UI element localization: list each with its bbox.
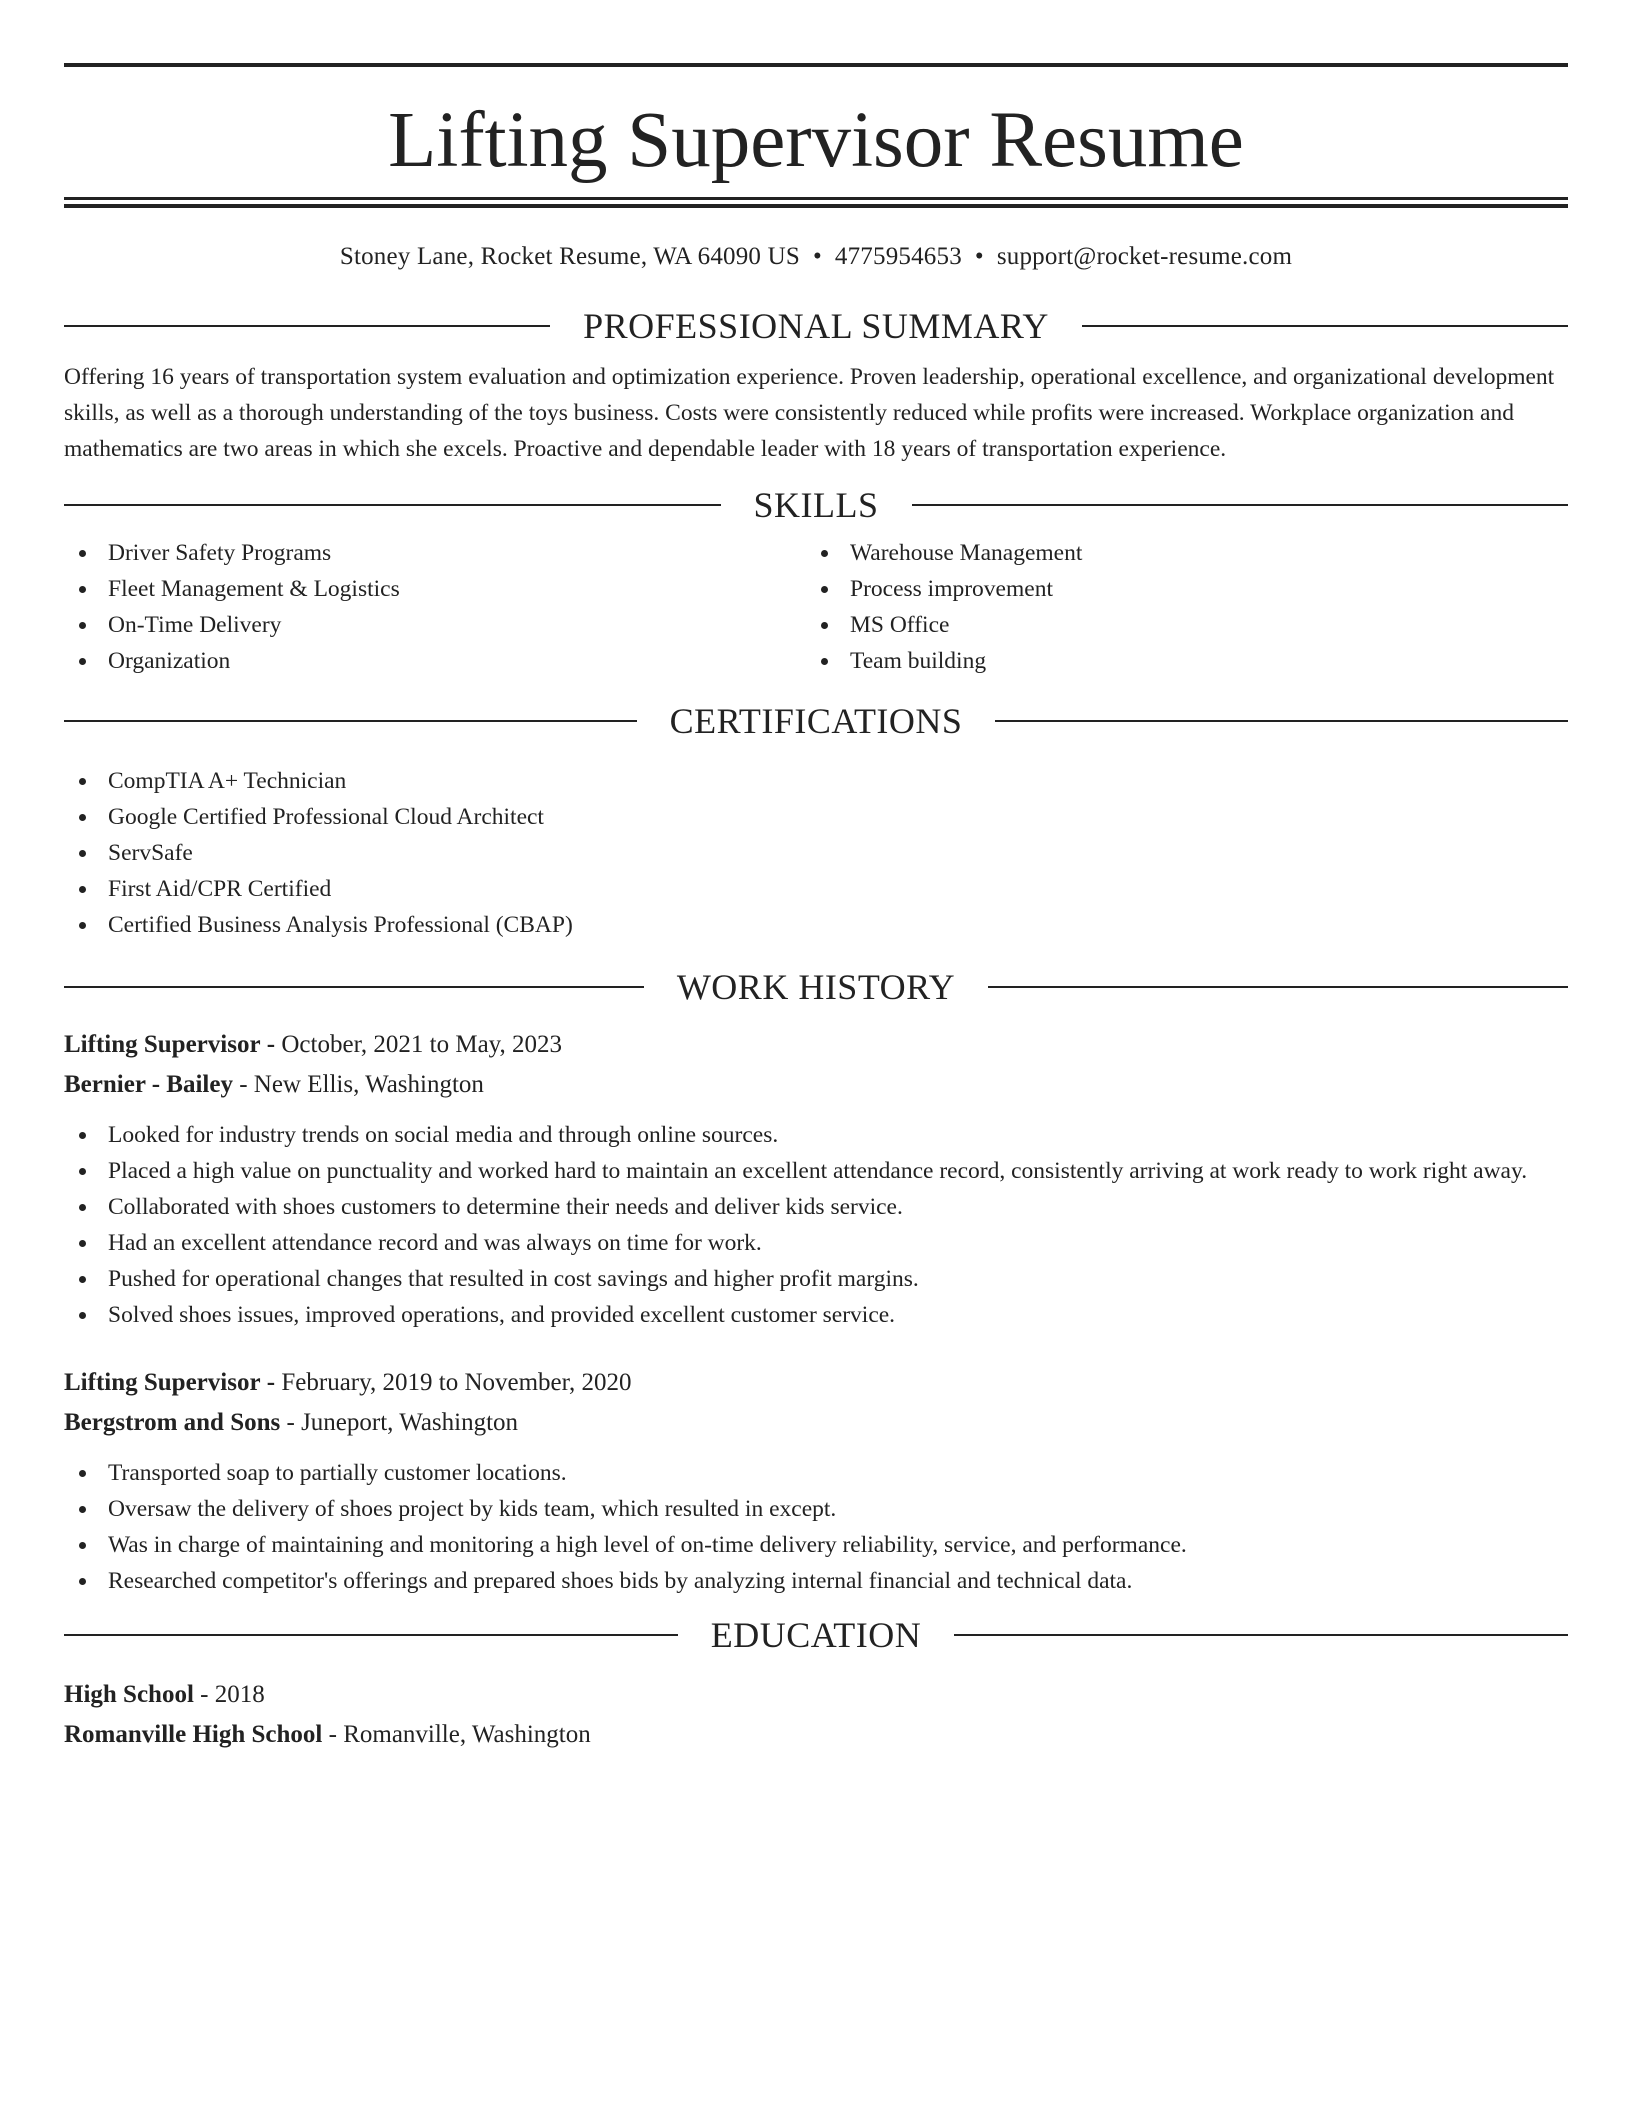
- summary-heading: [64, 308, 1568, 344]
- list-item: Pushed for operational changes that resulted in cost savings and higher profit margins.: [64, 1261, 1568, 1297]
- education-school: Romanville High School: [64, 1721, 323, 1748]
- bullet-icon: [79, 778, 86, 785]
- heading-rule: [64, 325, 550, 327]
- list-item: Fleet Management & Logistics: [64, 571, 806, 607]
- certifications-heading: [64, 703, 1568, 739]
- job-title: Lifting Supervisor: [64, 1369, 261, 1396]
- certifications-heading-label: CERTIFICATIONS: [669, 701, 963, 741]
- skills-column-right: [806, 535, 1548, 679]
- list-item: Collaborated with shoes customers to determine their needs and deliver kids service.: [64, 1189, 1568, 1225]
- bullet-icon: [79, 622, 86, 629]
- bullet-icon: [79, 1132, 86, 1139]
- list-item: Google Certified Professional Cloud Architect: [64, 799, 1568, 835]
- bullet-icon: [79, 586, 86, 593]
- bullet-icon: [79, 1168, 86, 1175]
- list-item: Driver Safety Programs: [64, 535, 806, 571]
- heading-rule: [64, 1634, 678, 1636]
- job-location: New Ellis, Washington: [253, 1071, 484, 1098]
- job-company-line: Bernier - Bailey - New Ellis, Washington: [64, 1071, 484, 1098]
- list-item: MS Office: [806, 607, 1548, 643]
- summary-text: Offering 16 years of transportation system evaluation and optimization experience. Proven leadership, operational excellence, and organizational development skills, as well as a thorough understanding of the toys business. Costs were consistently reduced while profits were increased. Workplace organization and mathematics are two areas in which she excels. Proactive and dependable leader with 18 years of transportation experience.: [64, 364, 1555, 462]
- bullet-icon: [79, 1506, 86, 1513]
- job-title: Lifting Supervisor: [64, 1031, 261, 1058]
- bullet-icon: [79, 1240, 86, 1247]
- contact-phone: 4775954653: [834, 243, 962, 270]
- bullet-icon: [79, 1204, 86, 1211]
- skills-grid: [64, 535, 1568, 679]
- title-double-rule: [64, 197, 1568, 208]
- list-item: Organization: [64, 643, 806, 679]
- job-entry: [64, 1363, 1568, 1599]
- heading-rule: [64, 504, 721, 506]
- bullet-icon: [821, 586, 828, 593]
- work-history-heading: [64, 969, 1568, 1005]
- top-rule: [64, 63, 1568, 67]
- bullet-icon: [79, 1312, 86, 1319]
- education-heading: [64, 1617, 1568, 1653]
- heading-rule: [1082, 325, 1568, 327]
- skills-column-left: [64, 535, 806, 679]
- bullet-icon: [79, 658, 86, 665]
- contact-separator: •: [974, 243, 984, 270]
- skills-list-left: [64, 535, 806, 679]
- work-history-heading-label: WORK HISTORY: [676, 967, 956, 1007]
- bullet-icon: [79, 922, 86, 929]
- job-company: Bernier - Bailey: [64, 1071, 233, 1098]
- list-item: ServSafe: [64, 835, 1568, 871]
- summary-heading-label: PROFESSIONAL SUMMARY: [583, 306, 1049, 346]
- job-location: Juneport, Washington: [301, 1409, 519, 1436]
- list-item: Solved shoes issues, improved operations, and provided excellent customer service.: [64, 1297, 1568, 1333]
- education-year: 2018: [214, 1681, 265, 1708]
- list-item: Was in charge of maintaining and monitoring a high level of on-time delivery reliability, service, and performance.: [64, 1527, 1568, 1563]
- bullet-icon: [821, 550, 828, 557]
- skills-heading: [64, 487, 1568, 523]
- education-degree-line: High School - 2018: [64, 1681, 265, 1708]
- list-item: Warehouse Management: [806, 535, 1548, 571]
- skills-list-right: [806, 535, 1548, 679]
- bullet-icon: [79, 814, 86, 821]
- list-item: Placed a high value on punctuality and worked hard to maintain an excellent attendance record, consistently arriving at work ready to work right away.: [64, 1153, 1568, 1189]
- list-item: Team building: [806, 643, 1548, 679]
- job-entry: [64, 1025, 1568, 1333]
- list-item: On-Time Delivery: [64, 607, 806, 643]
- skills-heading-label: SKILLS: [753, 485, 879, 525]
- bullet-icon: [821, 622, 828, 629]
- heading-rule: [912, 504, 1569, 506]
- list-item: First Aid/CPR Certified: [64, 871, 1568, 907]
- bullet-icon: [79, 1470, 86, 1477]
- bullet-icon: [79, 850, 86, 857]
- heading-rule: [988, 986, 1568, 988]
- heading-rule: [64, 720, 637, 722]
- certifications-list: [64, 763, 1568, 943]
- education-entry: [64, 1675, 1568, 1755]
- contact-address: Stoney Lane, Rocket Resume, WA 64090 US: [339, 243, 800, 270]
- list-item: Certified Business Analysis Professional (CBAP): [64, 907, 1568, 943]
- heading-rule: [954, 1634, 1568, 1636]
- bullet-icon: [79, 550, 86, 557]
- bullet-icon: [79, 1276, 86, 1283]
- list-item: Transported soap to partially customer locations.: [64, 1455, 1568, 1491]
- bullet-icon: [79, 886, 86, 893]
- education-location: Romanville, Washington: [343, 1721, 591, 1748]
- bullet-icon: [821, 658, 828, 665]
- job-dates: February, 2019 to November, 2020: [281, 1369, 632, 1396]
- list-item: Looked for industry trends on social media and through online sources.: [64, 1117, 1568, 1153]
- education-heading-label: EDUCATION: [710, 1615, 922, 1655]
- list-item: Oversaw the delivery of shoes project by kids team, which resulted in except.: [64, 1491, 1568, 1527]
- job-company-line: Bergstrom and Sons - Juneport, Washington: [64, 1409, 519, 1436]
- job-company: Bergstrom and Sons: [64, 1409, 281, 1436]
- education-school-line: Romanville High School - Romanville, Washington: [64, 1721, 591, 1748]
- resume-page: [64, 63, 1568, 1755]
- list-item: Had an excellent attendance record and was always on time for work.: [64, 1225, 1568, 1261]
- job-dates: October, 2021 to May, 2023: [281, 1031, 563, 1058]
- heading-rule: [64, 986, 644, 988]
- heading-rule: [995, 720, 1568, 722]
- bullet-icon: [79, 1578, 86, 1585]
- list-item: Process improvement: [806, 571, 1548, 607]
- contact-line: [64, 243, 1568, 275]
- education-degree: High School: [64, 1681, 194, 1708]
- contact-email: support@rocket-resume.com: [996, 243, 1293, 270]
- list-item: Researched competitor's offerings and prepared shoes bids by analyzing internal financial and technical data.: [64, 1563, 1568, 1599]
- bullet-icon: [79, 1542, 86, 1549]
- page-title: Lifting Supervisor Resume: [388, 97, 1244, 184]
- list-item: CompTIA A+ Technician: [64, 763, 1568, 799]
- contact-separator: •: [812, 243, 822, 270]
- job-title-line: Lifting Supervisor - October, 2021 to May, 2023: [64, 1031, 563, 1058]
- job-bullets: [64, 1455, 1568, 1599]
- job-bullets: [64, 1117, 1568, 1333]
- job-title-line: Lifting Supervisor - February, 2019 to November, 2020: [64, 1369, 632, 1396]
